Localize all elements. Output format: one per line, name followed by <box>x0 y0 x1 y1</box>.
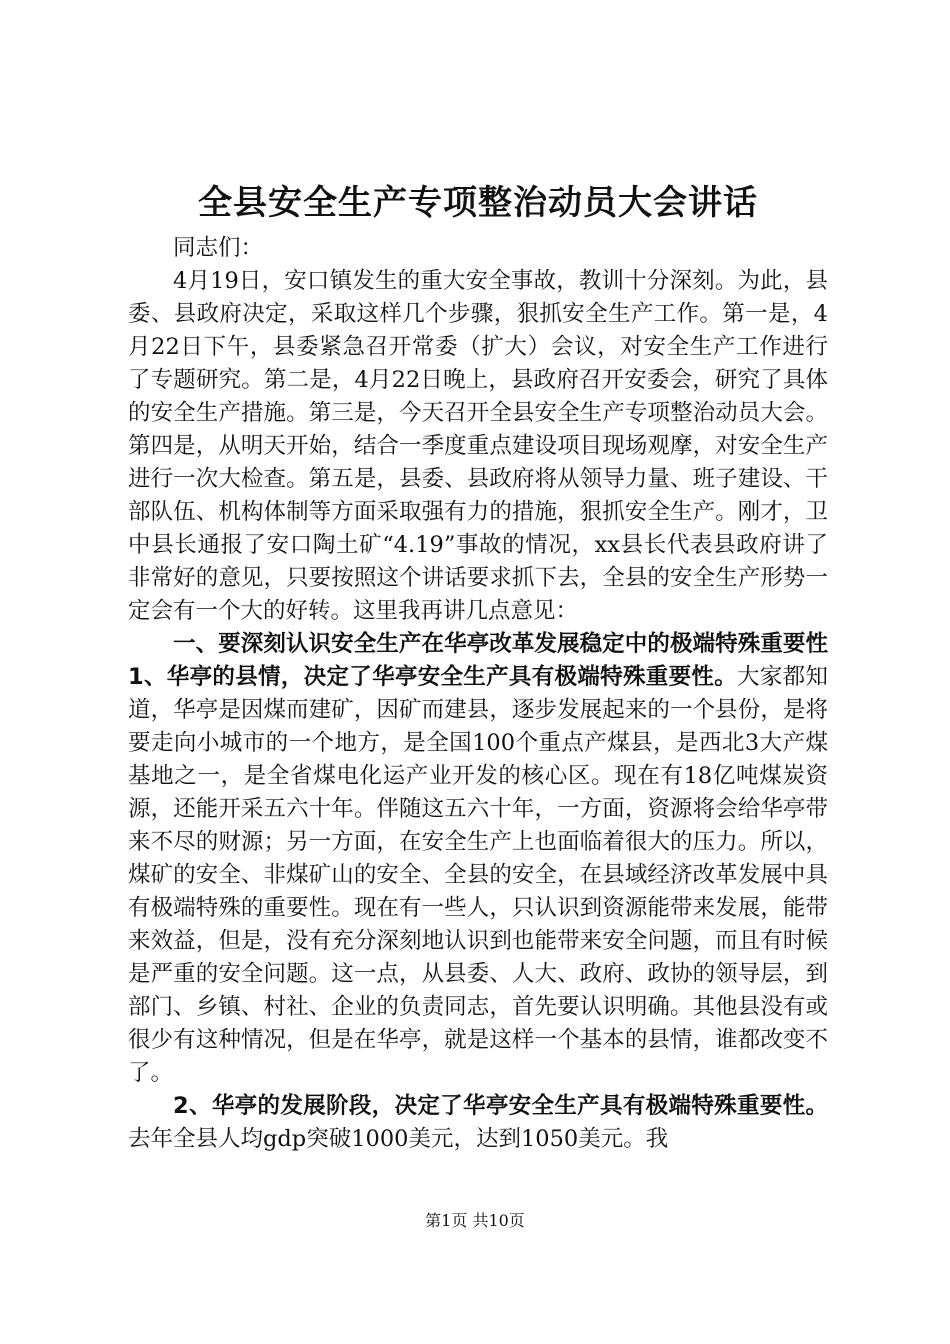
paragraph-intro: 4月19日，安口镇发生的重大安全事故，教训十分深刻。为此，县委、县政府决定，采取这样几个步骤，狠抓安全生产工作。第一是，4月22日下午，县委紧急召开常委（扩大）会议，对安全生产工作进行了专题研究。第二是，4月22日晚上，县政府召开安委会，研究了具体的安全生产措施。第三是，今天召开全县安全生产专项整治动员大会。第四是，从明天开始，结合一季度重点建设项目现场观摩，对安全生产进行一次大检查。第五是，县委、县政府将从领导力量、班子建设、干部队伍、机构体制等方面采取强有力的措施，狠抓安全生产。刚才，卫中县长通报了安口陶土矿“4.19”事故的情况，xx县长代表县政府讲了非常好的意见，只要按照这个讲话要求抓下去，全县的安全生产形势一定会有一个大的好转。这里我再讲几点意见： <box>128 268 828 624</box>
section-1-body: 大家都知道，华亭是因煤而建矿，因矿而建县，逐步发展起来的一个县份，是将要走向小城市的一个地方，是全国100个重点产煤县，是西北3大产煤基地之一，是全省煤电化运产业开发的核心区。现在有18亿吨煤炭资源，还能开采五六十年。伴随这五六十年，一方面，资源将会给华亭带来不尽的财源；另一方面，在安全生产上也面临着很大的压力。所以，煤矿的安全、非煤矿山的安全、全县的安全，在县域经济改革发展中具有极端特殊的重要性。现在有一些人，只认识到资源能带来发展，能带来效益，但是，没有充分深刻地认识到也能带来安全问题，而且有时候是严重的安全问题。这一点，从县委、人大、政府、政协的领导层，到部门、乡镇、村社、企业的负责同志，首先要认识明确。其他县没有或很少有这种情况，但是在华亭，就是这样一个基本的县情，谁都改变不了。 <box>128 664 828 1086</box>
section-2-heading: 2、华亭的发展阶段，决定了华亭安全生产具有极端特殊重要性。 <box>173 1093 828 1119</box>
document-title: 全县安全生产专项整治动员大会讲话 <box>198 183 758 223</box>
section-2-body: 去年全县人均gdp突破1000美元，达到1050美元。我 <box>128 1126 669 1152</box>
section-1-heading: 一、要深刻认识安全生产在华亭改革发展稳定中的极端特殊重要性1、华亭的县情，决定了华亭安全生产具有极端特殊重要性。 <box>128 631 828 690</box>
section-1-paragraph <box>128 628 828 1090</box>
section-2-paragraph <box>128 1090 828 1156</box>
page-number-footer: 第1页 共10页 <box>425 1211 525 1230</box>
document-page <box>128 178 828 1156</box>
salutation: 同志们： <box>173 235 264 261</box>
